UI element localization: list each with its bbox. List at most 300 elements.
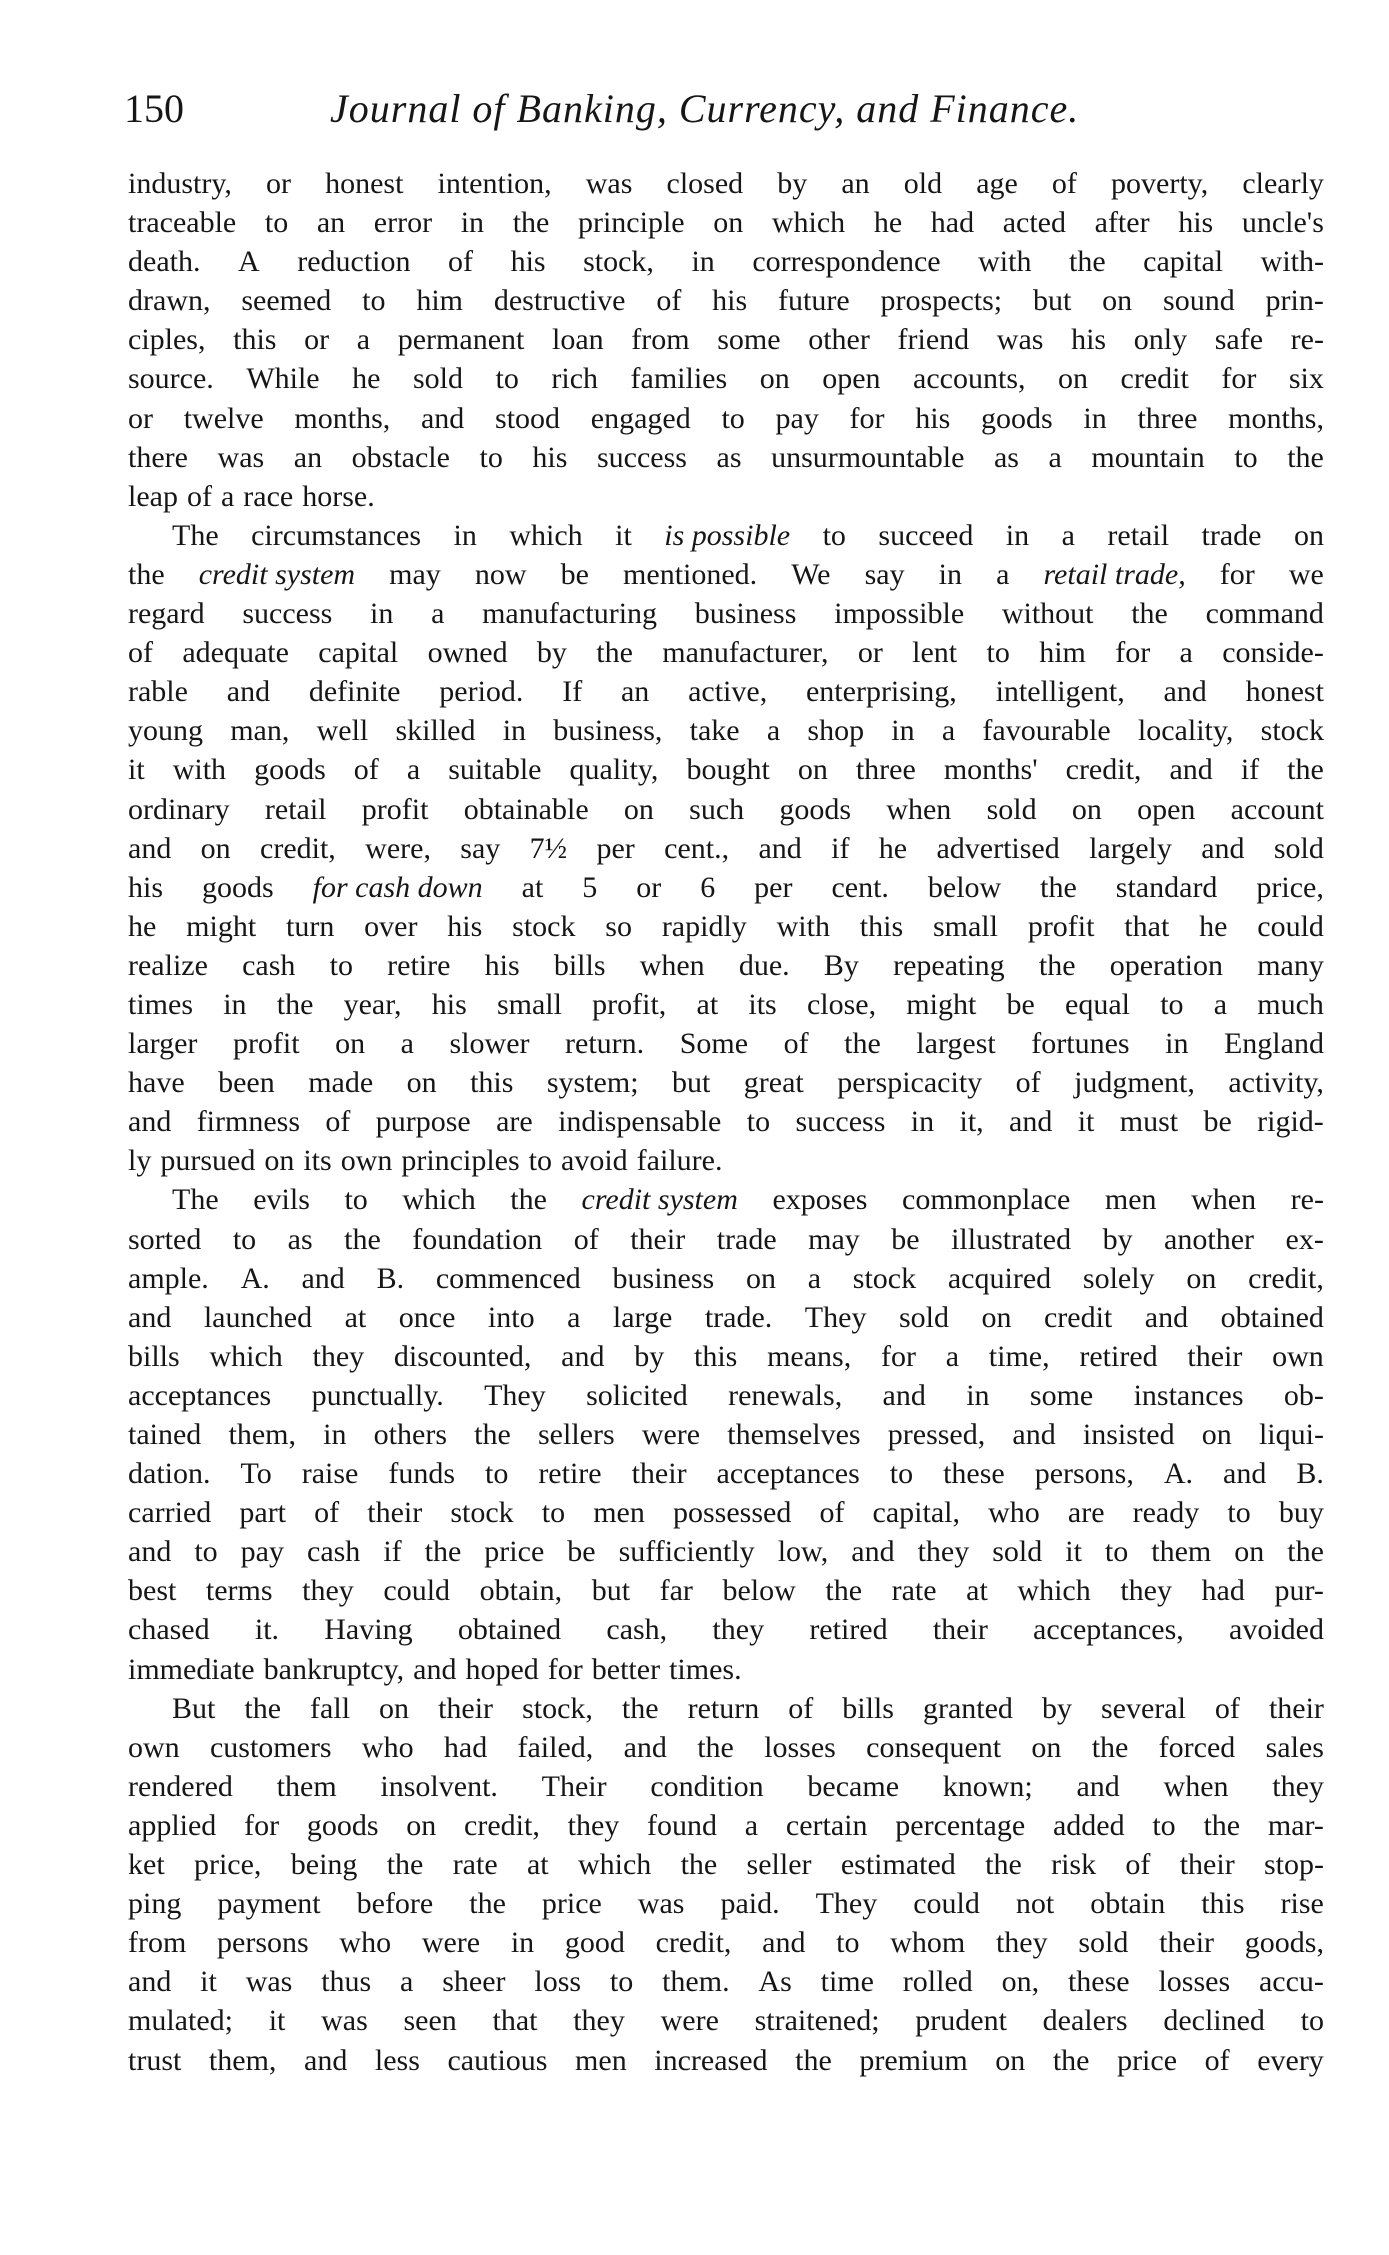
word: at xyxy=(521,870,544,904)
word: and xyxy=(1223,1457,1267,1491)
word: was xyxy=(585,167,633,200)
word: his xyxy=(1178,206,1214,240)
word: insisted xyxy=(1082,1418,1175,1451)
word: stood xyxy=(495,401,561,435)
word: time, xyxy=(988,1339,1050,1373)
word: the xyxy=(344,1222,381,1256)
word: retail trade, xyxy=(1043,557,1186,591)
word: succeed xyxy=(878,518,974,552)
word: The xyxy=(172,518,219,552)
word: honest xyxy=(325,167,404,200)
word: hoped xyxy=(465,1652,539,1686)
word: A. xyxy=(1163,1457,1194,1491)
word: his xyxy=(431,987,467,1021)
word: from xyxy=(128,1926,187,1960)
word: once xyxy=(398,1300,456,1334)
word: pursued xyxy=(160,1144,256,1178)
word: and xyxy=(420,401,465,435)
word: or xyxy=(304,323,330,357)
word: accu- xyxy=(1258,1965,1324,1999)
word: payment xyxy=(217,1887,321,1921)
word: solely xyxy=(1082,1261,1155,1295)
word: pay xyxy=(240,1535,284,1569)
word: accounts, xyxy=(913,362,1026,396)
word: to xyxy=(194,1535,218,1569)
word: old xyxy=(903,167,943,200)
word: as xyxy=(287,1222,313,1256)
word: or xyxy=(128,401,153,435)
word: quality, xyxy=(569,753,659,787)
word: lent xyxy=(912,636,958,670)
word: principle xyxy=(577,206,685,240)
page-number: 150 xyxy=(124,86,184,131)
word: applied xyxy=(128,1808,217,1842)
word: per xyxy=(596,831,635,865)
word: forced xyxy=(1158,1730,1236,1764)
word: on xyxy=(713,206,744,240)
word: there xyxy=(128,440,188,474)
word: avoid xyxy=(561,1144,628,1178)
word: uncle's xyxy=(1241,206,1324,240)
word: of xyxy=(128,636,153,670)
word: but xyxy=(1032,284,1072,318)
word: bought xyxy=(686,753,770,787)
word: at xyxy=(344,1300,367,1334)
word: to xyxy=(1227,1496,1251,1530)
word: man, xyxy=(230,714,290,748)
word: of xyxy=(819,1496,845,1530)
word: cash, xyxy=(606,1613,668,1647)
word: of xyxy=(788,1691,814,1725)
text-line xyxy=(128,555,1324,594)
word: obstacle xyxy=(351,440,450,474)
word: They xyxy=(815,1887,878,1921)
running-head xyxy=(124,84,1324,144)
word: be xyxy=(1006,987,1035,1021)
word: on xyxy=(623,792,654,826)
word: open xyxy=(1137,792,1196,826)
word: They xyxy=(484,1378,546,1412)
word: obtain xyxy=(1090,1887,1166,1921)
word: if xyxy=(831,831,850,865)
word: means, xyxy=(767,1339,852,1373)
word: before xyxy=(356,1887,434,1921)
word: his xyxy=(532,440,568,474)
word: for xyxy=(1221,362,1257,396)
word: this xyxy=(693,1339,738,1373)
text-line xyxy=(128,1689,1324,1728)
word: standard xyxy=(1115,870,1218,904)
word: retire xyxy=(387,948,451,982)
word: the xyxy=(1287,440,1324,474)
word: turn xyxy=(286,909,335,943)
word: a xyxy=(356,323,371,357)
word: success xyxy=(596,440,687,474)
word: straitened; xyxy=(754,2004,880,2038)
word: acquired xyxy=(947,1261,1052,1295)
word: may xyxy=(389,557,441,591)
word: impossible xyxy=(834,597,965,631)
word: rigid- xyxy=(1257,1105,1324,1139)
word: as xyxy=(993,440,1019,474)
word: for cash down xyxy=(312,870,483,904)
text-line xyxy=(128,1728,1324,1767)
word: acceptances xyxy=(128,1378,272,1412)
word: While xyxy=(246,362,320,396)
word: renewals, xyxy=(728,1378,843,1412)
word: was xyxy=(245,1965,293,1999)
word: and xyxy=(1169,753,1213,787)
text-line xyxy=(128,1102,1324,1141)
word: mulated; xyxy=(128,2004,233,2038)
text-line xyxy=(128,1845,1324,1884)
word: they xyxy=(312,1339,365,1373)
word: being xyxy=(290,1848,358,1882)
word: or xyxy=(857,636,883,670)
word: correspondence xyxy=(752,245,941,279)
word: a xyxy=(941,714,956,748)
word: when xyxy=(639,948,705,982)
word: judgment, xyxy=(1074,1066,1195,1100)
word: capital xyxy=(1143,245,1224,279)
word: seller xyxy=(746,1848,812,1882)
word: the xyxy=(1052,2043,1090,2077)
word: consequent xyxy=(866,1730,1002,1764)
word: could xyxy=(1257,909,1324,943)
text-line xyxy=(128,985,1324,1024)
word: goods xyxy=(254,753,326,787)
word: themselves xyxy=(727,1418,861,1451)
word: best xyxy=(128,1574,177,1608)
word: added xyxy=(1052,1808,1125,1842)
word: fall xyxy=(310,1691,351,1725)
word: stock xyxy=(852,1261,917,1295)
word: the xyxy=(1068,245,1106,279)
word: are xyxy=(496,1105,533,1139)
word: on xyxy=(1186,1261,1217,1295)
word: this xyxy=(233,323,277,357)
word: for xyxy=(1219,557,1255,591)
word: locality, xyxy=(1137,714,1234,748)
word: re- xyxy=(1290,323,1324,357)
word: found xyxy=(647,1808,718,1842)
word: punctually. xyxy=(311,1378,444,1412)
word: he xyxy=(1199,909,1228,943)
word: profit, xyxy=(592,987,667,1021)
word: the xyxy=(596,636,633,670)
word: the xyxy=(424,1535,462,1569)
word: his xyxy=(1071,323,1107,357)
word: their xyxy=(1187,1339,1243,1373)
word: several xyxy=(1100,1691,1186,1725)
word: and xyxy=(758,831,802,865)
word: to xyxy=(1160,987,1184,1021)
word: due. xyxy=(738,948,790,982)
word: tained xyxy=(128,1418,202,1451)
word: was xyxy=(637,1887,685,1921)
word: his xyxy=(915,401,951,435)
word: say xyxy=(864,557,905,591)
word: poverty, xyxy=(1111,167,1209,200)
word: prudent xyxy=(915,2004,1007,2038)
word: the xyxy=(1203,1808,1241,1842)
word: in xyxy=(323,1418,347,1451)
word: paid. xyxy=(720,1887,780,1921)
word: they xyxy=(712,1613,765,1647)
word: sound xyxy=(1163,284,1235,318)
word: a xyxy=(996,557,1010,591)
word: their xyxy=(1268,1691,1324,1725)
word: if xyxy=(1240,753,1260,787)
word: favourable xyxy=(982,714,1111,748)
word: months, xyxy=(1228,401,1324,435)
word: skilled xyxy=(395,714,476,748)
word: premium xyxy=(859,2043,968,2077)
word: for xyxy=(849,401,885,435)
word: when xyxy=(1191,1183,1257,1217)
word: intelligent, xyxy=(995,675,1125,709)
text-line xyxy=(128,750,1324,789)
word: a xyxy=(807,1261,822,1295)
word: to xyxy=(329,948,353,982)
word: are xyxy=(1067,1496,1105,1530)
word: part xyxy=(239,1496,287,1530)
word: of xyxy=(1214,1691,1240,1725)
word: re- xyxy=(1290,1183,1324,1217)
word: families xyxy=(630,362,728,396)
word: dation. xyxy=(128,1457,211,1491)
word: a xyxy=(400,1965,414,1999)
word: goods xyxy=(779,792,852,826)
body-text xyxy=(128,164,1324,2080)
word: with xyxy=(978,245,1032,279)
word: in xyxy=(223,987,247,1021)
word: to xyxy=(609,1965,634,1999)
word: for xyxy=(1115,636,1151,670)
word: and xyxy=(301,1261,345,1295)
text-line xyxy=(128,633,1324,672)
word: after xyxy=(1094,206,1150,240)
word: Some xyxy=(679,1027,749,1061)
word: and xyxy=(1163,675,1207,709)
text-line xyxy=(128,1180,1324,1219)
word: months, xyxy=(294,401,391,435)
word: and xyxy=(623,1730,667,1764)
word: on, xyxy=(1001,1965,1040,1999)
word: future xyxy=(778,284,850,318)
word: rise xyxy=(1280,1887,1324,1921)
word: other xyxy=(808,323,870,357)
word: and xyxy=(128,831,172,865)
word: sold xyxy=(412,362,463,396)
word: were xyxy=(641,1418,701,1451)
word: credit system xyxy=(581,1183,738,1217)
word: fortunes xyxy=(1031,1027,1130,1061)
word: which xyxy=(771,206,846,240)
text-line xyxy=(128,1141,1324,1180)
word: became xyxy=(807,1769,900,1803)
word: a xyxy=(744,1808,759,1842)
word: clearly xyxy=(1242,167,1324,200)
word: and xyxy=(1009,1105,1053,1139)
word: over xyxy=(364,909,418,943)
word: definite xyxy=(308,675,401,709)
word: stock, xyxy=(522,1691,593,1725)
word: pur- xyxy=(1274,1574,1324,1608)
word: credit, xyxy=(655,1926,732,1960)
word: A. xyxy=(240,1261,270,1295)
word: source. xyxy=(128,362,214,396)
word: indispensable xyxy=(558,1105,722,1139)
word: every xyxy=(1257,2043,1324,2077)
word: But xyxy=(172,1691,216,1725)
word: its xyxy=(303,1144,332,1178)
word: in xyxy=(966,1378,990,1412)
word: per xyxy=(754,870,793,904)
word: exposes xyxy=(772,1183,868,1217)
word: their xyxy=(1159,1926,1215,1960)
word: to xyxy=(822,518,846,552)
word: less xyxy=(374,2043,420,2077)
word: to xyxy=(1104,1535,1129,1569)
word: buy xyxy=(1278,1496,1324,1530)
word: industry, xyxy=(128,167,232,200)
word: 5 xyxy=(582,870,598,904)
text-line xyxy=(128,320,1324,359)
word: by xyxy=(634,1339,665,1373)
word: might xyxy=(906,987,977,1021)
word: success xyxy=(795,1105,886,1139)
word: of xyxy=(573,1222,599,1256)
word: of xyxy=(1204,2043,1230,2077)
word: to xyxy=(836,1926,860,1960)
text-line xyxy=(128,1923,1324,1962)
word: sold xyxy=(992,1535,1043,1569)
word: race xyxy=(243,479,294,513)
word: the xyxy=(1091,1730,1129,1764)
word: to xyxy=(1234,440,1258,474)
word: whom xyxy=(890,1926,966,1960)
word: the xyxy=(795,2043,832,2077)
word: and xyxy=(128,1300,172,1334)
word: their xyxy=(438,1691,494,1725)
word: unsurmountable xyxy=(771,440,965,474)
word: pay xyxy=(775,401,819,435)
word: rable xyxy=(128,675,188,709)
word: insolvent. xyxy=(380,1769,498,1803)
word: it xyxy=(200,1965,217,1999)
word: pressed, xyxy=(887,1418,986,1451)
word: reduction xyxy=(297,245,411,279)
word: sheer xyxy=(442,1965,506,1999)
word: their xyxy=(932,1613,988,1647)
word: this xyxy=(1201,1887,1245,1921)
word: mountain xyxy=(1091,440,1205,474)
word: permanent xyxy=(397,323,525,357)
word: loan xyxy=(551,323,604,357)
word: of xyxy=(656,284,682,318)
word: an xyxy=(620,675,650,709)
word: dealers xyxy=(1042,2004,1128,2038)
word: of xyxy=(783,1027,809,1061)
word: the xyxy=(844,1027,881,1061)
word: retired xyxy=(809,1613,888,1647)
word: To xyxy=(240,1457,272,1491)
word: he xyxy=(878,831,908,865)
word: stock xyxy=(450,1496,514,1530)
text-line xyxy=(128,1024,1324,1063)
word: seen xyxy=(403,2004,457,2038)
word: which xyxy=(577,1848,652,1882)
word: on xyxy=(1058,362,1089,396)
word: credit xyxy=(1120,362,1189,396)
word: such xyxy=(689,792,745,826)
word: the xyxy=(469,1887,506,1921)
word: and xyxy=(128,1535,172,1569)
text-line xyxy=(128,2041,1324,2080)
text-line xyxy=(128,1063,1324,1102)
word: credit, xyxy=(1248,1261,1324,1295)
word: say xyxy=(460,831,501,865)
word: better xyxy=(591,1652,661,1686)
word: price, xyxy=(1256,870,1324,904)
word: shop xyxy=(807,714,865,748)
word: could xyxy=(383,1574,451,1608)
word: a xyxy=(220,479,235,513)
word: launched xyxy=(203,1300,313,1334)
word: own xyxy=(128,1730,180,1764)
word: good xyxy=(564,1926,625,1960)
word: to xyxy=(484,1457,509,1491)
word: and xyxy=(413,1652,457,1686)
word: price xyxy=(1117,2043,1178,2077)
word: men xyxy=(575,2043,627,2077)
text-line xyxy=(128,242,1324,281)
word: known; xyxy=(942,1769,1033,1803)
word: realize xyxy=(128,948,208,982)
word: death. xyxy=(128,245,201,279)
word: price xyxy=(484,1535,545,1569)
word: their xyxy=(631,1457,687,1491)
word: his xyxy=(712,284,748,318)
word: twelve xyxy=(183,401,264,435)
word: them xyxy=(276,1769,337,1803)
word: take xyxy=(689,714,740,748)
word: stock xyxy=(1260,714,1324,748)
word: ex- xyxy=(1285,1222,1324,1256)
word: but xyxy=(672,1066,711,1100)
word: on xyxy=(1234,1535,1265,1569)
word: of xyxy=(186,479,212,513)
word: but xyxy=(591,1574,631,1608)
word: rate xyxy=(452,1848,498,1882)
word: his xyxy=(484,948,520,982)
word: The xyxy=(172,1183,219,1217)
word: the xyxy=(276,987,314,1021)
text-line xyxy=(128,790,1324,829)
word: them, xyxy=(228,1418,296,1451)
word: at xyxy=(966,1574,988,1608)
word: to xyxy=(264,206,289,240)
word: it xyxy=(615,518,632,552)
word: on xyxy=(264,1144,295,1178)
word: and xyxy=(304,2043,348,2077)
word: of xyxy=(1051,167,1077,200)
word: by xyxy=(1041,1691,1072,1725)
word: the xyxy=(128,557,165,591)
word: stock, xyxy=(583,245,654,279)
word: liqui- xyxy=(1258,1418,1324,1451)
